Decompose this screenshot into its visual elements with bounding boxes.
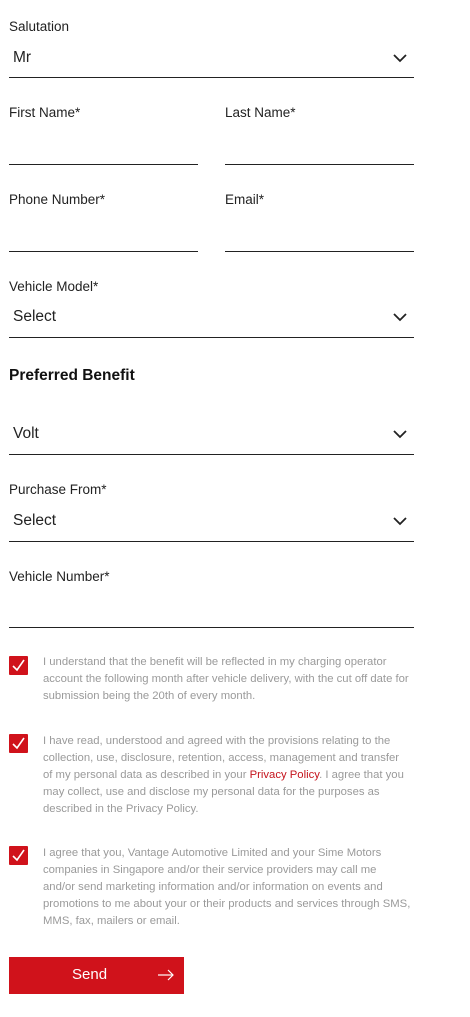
consent-privacy-text-before: I have read, understood and agreed with the provisions relating to the collection, use, disclosure, retention, access, management and transfer of my personal data as described in your xyxy=(43,735,400,781)
chevron-down-icon xyxy=(392,429,408,439)
phone-underline xyxy=(9,251,198,252)
vehicle-model-value: Select xyxy=(13,308,57,325)
send-button[interactable] xyxy=(9,957,184,994)
vehicle-model-select[interactable] xyxy=(9,301,414,337)
email-underline xyxy=(225,251,414,252)
chevron-down-icon xyxy=(392,53,408,63)
consent-benefit-checkbox[interactable] xyxy=(9,656,28,675)
salutation-value: Mr xyxy=(13,49,32,66)
consent-marketing-checkbox[interactable] xyxy=(9,846,28,865)
preferred-benefit-title: Preferred Benefit xyxy=(9,367,135,384)
checkmark-icon xyxy=(11,658,26,673)
chevron-down-icon xyxy=(392,312,408,322)
chevron-down-icon xyxy=(392,516,408,526)
phone-label: Phone Number* xyxy=(9,192,106,207)
consent-benefit-text: I understand that the benefit will be reflected in my charging operator account the following month after vehicle delivery, with the cut off date for submission being the 20th of every month. xyxy=(43,656,409,702)
purchase-from-label: Purchase From* xyxy=(9,482,107,497)
preferred-benefit-select[interactable] xyxy=(9,418,414,454)
first-name-field[interactable] xyxy=(9,128,198,164)
send-button-label: Send xyxy=(72,966,108,983)
checkmark-icon xyxy=(11,848,26,863)
salutation-select[interactable] xyxy=(9,42,414,78)
purchase-from-value: Select xyxy=(13,512,57,529)
last-name-field[interactable] xyxy=(225,128,414,164)
salutation-underline xyxy=(9,77,414,78)
privacy-policy-link[interactable]: Privacy Policy xyxy=(249,769,320,781)
vehicle-model-label: Vehicle Model* xyxy=(9,279,99,294)
phone-field[interactable] xyxy=(9,215,198,251)
purchase-from-select[interactable] xyxy=(9,505,414,541)
last-name-underline xyxy=(225,164,414,165)
consent-privacy-text-after: . I agree that you may collect, use and disclose my personal data for the purposes as described in the Privacy Policy. xyxy=(43,769,404,815)
vehicle-number-label: Vehicle Number* xyxy=(9,569,110,584)
first-name-label: First Name* xyxy=(9,105,81,120)
consent-privacy-text xyxy=(43,733,411,818)
vehicle-number-field[interactable] xyxy=(9,591,414,627)
email-field[interactable] xyxy=(225,215,414,251)
consent-privacy-checkbox[interactable] xyxy=(9,734,28,753)
arrow-right-icon xyxy=(157,968,175,982)
vehicle-model-underline xyxy=(9,337,414,338)
salutation-label: Salutation xyxy=(9,19,70,34)
first-name-underline xyxy=(9,164,198,165)
consent-marketing-text: I agree that you, Vantage Automotive Limited and your Sime Motors companies in Singapore and/or their service providers may call me and/or send marketing information and/or information on events and promotions to me about your or their products and services through SMS, MMS, fax, mailers or email. xyxy=(43,847,411,927)
preferred-benefit-underline xyxy=(9,454,414,455)
vehicle-number-underline xyxy=(9,627,414,628)
purchase-from-underline xyxy=(9,541,414,542)
last-name-label: Last Name* xyxy=(225,105,296,120)
preferred-benefit-value: Volt xyxy=(13,425,39,442)
checkmark-icon xyxy=(11,736,26,751)
email-label: Email* xyxy=(225,192,265,207)
